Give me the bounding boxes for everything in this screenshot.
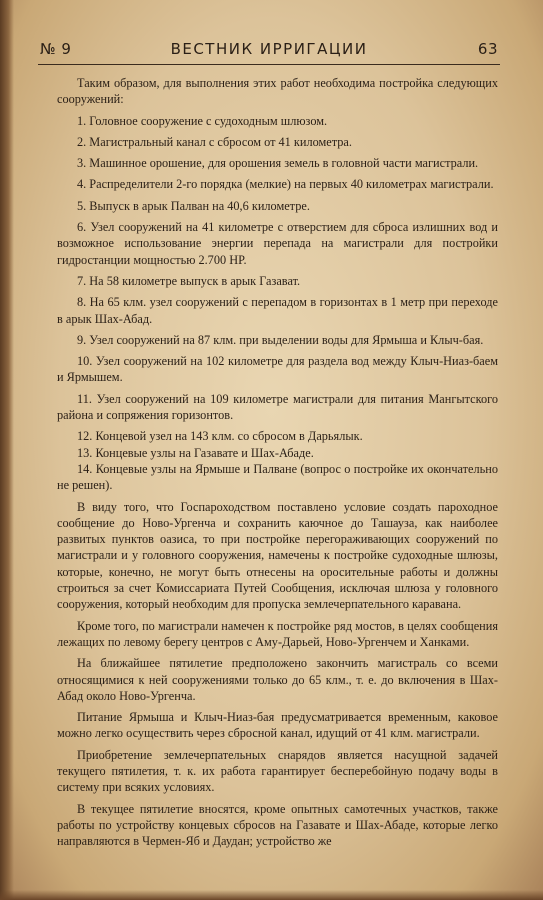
paragraph: В виду того, что Госпароходством поставлено условие создать пароходное сообщение до Ново-Ургенча и сохранить каючное до Ташауза, как наиболее развитых пунктов оазиса, то при постройке перегораживающих сооружений по магистрали и у головного сооружения, намечены к постройке судоходные шлюзы, которые, конечно, не могут быть отнесены на оросительные работы и должны строиться за счет Комиссариата Путей Сообщения, исключая шлюза у головного сооружения, который необходим для пропуска землечерпательного каравана. <box>57 499 498 612</box>
issue-number: № 9 <box>40 40 72 58</box>
paragraph: 9. Узел сооружений на 87 клм. при выделении воды для Ярмыша и Клыч-бая. <box>77 332 484 347</box>
paragraph: 3. Машинное орошение, для орошения земель в головной части магистрали. <box>77 156 479 171</box>
paragraph: Кроме того, по магистрали намечен к постройке ряд мостов, в целях сообщения лежащих по левому берегу центров с Аму-Дарьей, Ново-Ургенчем и Ханками. <box>57 618 498 649</box>
paragraph: Таким образом, для выполнения этих работ необходима постройка следующих сооружений: <box>57 76 498 107</box>
paragraph: 14. Концевые узлы на Ярмыше и Палване (вопрос о постройке их окончательно не решен). <box>57 461 498 493</box>
header-rule <box>38 64 500 65</box>
paragraph: 2. Магистральный канал с сбросом от 41 километра. <box>77 134 352 149</box>
paragraph: 10. Узел сооружений на 102 километре для раздела вод между Клыч-Ниаз-баем и Ярмышем. <box>57 354 498 385</box>
paragraph: 4. Распределители 2-го порядка (мелкие) на первых 40 километрах магистрали. <box>77 177 494 192</box>
paragraph: 12. Концевой узел на 143 клм. со сбросом в Дарьялык. <box>77 429 363 444</box>
running-header <box>40 40 498 62</box>
paragraph: 6. Узел сооружений на 41 километре с отверстием для сброса излишних вод и возможное использование энергии перепада на магистрали для постройки гидростанции мощностью 2.700 HP. <box>57 220 498 267</box>
paragraph: 11. Узел сооружений на 109 километре магистрали для питания Мангытского района и сопряжения горизонтов. <box>57 391 498 423</box>
journal-title: ВЕСТНИК ИРРИГАЦИИ <box>170 40 368 58</box>
paragraph: 8. На 65 клм. узел сооружений с перепадом в горизонтах в 1 метр при переходе в арык Шах-Абад. <box>57 295 498 326</box>
paragraph: На ближайшее пятилетие предположено закончить магистраль со всеми относящимися к ней сооружениями только до 65 клм., т. е. до включения в Шах-Абад около Ново-Ургенча. <box>57 656 498 703</box>
paragraph: Питание Ярмыша и Клыч-Ниаз-бая предусматривается временным, каковое можно легко осуществить через сбросной канал, идущий от 41 клм. магистрали. <box>57 710 498 741</box>
page-bottom-edge <box>0 890 543 900</box>
page-binding-edge <box>0 0 14 900</box>
paragraph: 7. На 58 километре выпуск в арык Газават. <box>77 273 301 288</box>
paragraph: 5. Выпуск в арык Палван на 40,6 километре. <box>77 198 310 213</box>
page-number: 63 <box>477 40 498 58</box>
article-body <box>57 75 498 854</box>
paragraph: 13. Концевые узлы на Газавате и Шах-Абаде. <box>77 445 314 460</box>
paragraph: 1. Головное сооружение с судоходным шлюзом. <box>77 113 328 128</box>
paragraph: Приобретение землечерпательных снарядов является насущной задачей текущего пятилетия, т. к. их работа гарантирует бесперебойную подачу воды в систему при всяких условиях. <box>57 747 498 795</box>
paragraph: В текущее пятилетие вносятся, кроме опытных самотечных участков, также работы по устройству концевых сбросов на Газавате и Шах-Абаде, которые легко направляются в Чермен-Яб и Даудан; устройство же <box>57 801 498 849</box>
